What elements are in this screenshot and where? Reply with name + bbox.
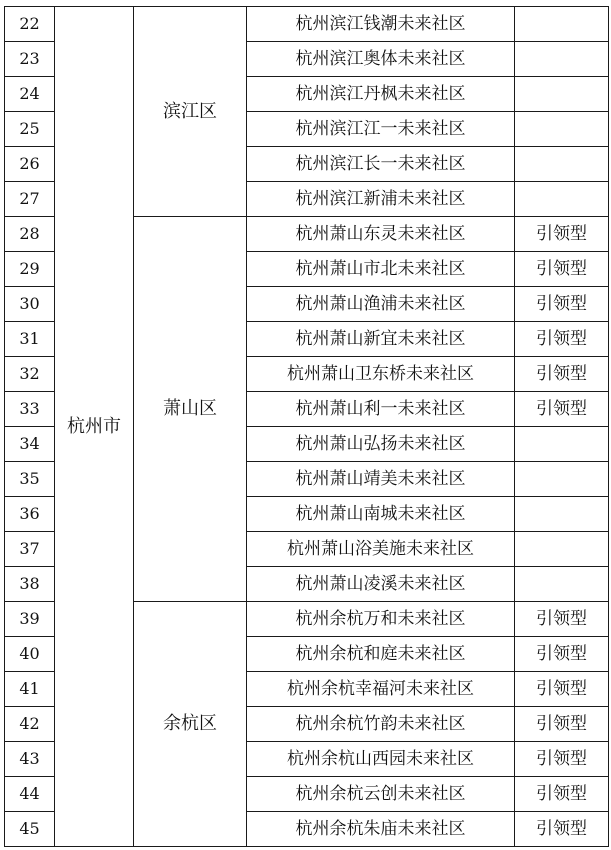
community-type: [515, 112, 609, 147]
row-number: 35: [5, 462, 55, 497]
community-type: 引领型: [515, 812, 609, 847]
row-number: 26: [5, 147, 55, 182]
community-table: [4, 6, 609, 847]
community-name: 杭州余杭幸福河未来社区: [247, 672, 515, 707]
community-name: 杭州余杭竹韵未来社区: [247, 707, 515, 742]
row-number: 43: [5, 742, 55, 777]
row-number: 41: [5, 672, 55, 707]
row-number: 38: [5, 567, 55, 602]
community-name: 杭州萧山渔浦未来社区: [247, 287, 515, 322]
row-number: 24: [5, 77, 55, 112]
community-name: 杭州萧山浴美施未来社区: [247, 532, 515, 567]
community-name: 杭州萧山南城未来社区: [247, 497, 515, 532]
row-number: 40: [5, 637, 55, 672]
district-cell: 余杭区: [134, 602, 247, 847]
community-name: 杭州萧山靖美未来社区: [247, 462, 515, 497]
community-name: 杭州滨江奥体未来社区: [247, 42, 515, 77]
community-table-body: [5, 7, 609, 847]
community-name: 杭州萧山市北未来社区: [247, 252, 515, 287]
table-row: [5, 7, 609, 42]
community-name: 杭州滨江新浦未来社区: [247, 182, 515, 217]
community-type: 引领型: [515, 357, 609, 392]
community-type: 引领型: [515, 217, 609, 252]
community-name: 杭州萧山凌溪未来社区: [247, 567, 515, 602]
row-number: 28: [5, 217, 55, 252]
community-type: 引领型: [515, 392, 609, 427]
community-name: 杭州滨江钱潮未来社区: [247, 7, 515, 42]
community-type: 引领型: [515, 602, 609, 637]
community-name: 杭州滨江江一未来社区: [247, 112, 515, 147]
row-number: 39: [5, 602, 55, 637]
community-name: 杭州余杭山西园未来社区: [247, 742, 515, 777]
row-number: 25: [5, 112, 55, 147]
community-type: 引领型: [515, 672, 609, 707]
row-number: 27: [5, 182, 55, 217]
community-type: 引领型: [515, 707, 609, 742]
community-name: 杭州萧山东灵未来社区: [247, 217, 515, 252]
community-type: [515, 7, 609, 42]
row-number: 29: [5, 252, 55, 287]
row-number: 32: [5, 357, 55, 392]
community-type: 引领型: [515, 287, 609, 322]
community-name: 杭州余杭朱庙未来社区: [247, 812, 515, 847]
community-name: 杭州余杭和庭未来社区: [247, 637, 515, 672]
row-number: 30: [5, 287, 55, 322]
district-cell: 滨江区: [134, 7, 247, 217]
district-cell: 萧山区: [134, 217, 247, 602]
community-type: [515, 532, 609, 567]
community-type: 引领型: [515, 742, 609, 777]
community-name: 杭州萧山新宜未来社区: [247, 322, 515, 357]
community-type: 引领型: [515, 637, 609, 672]
community-type: [515, 567, 609, 602]
community-type: [515, 497, 609, 532]
community-type: [515, 182, 609, 217]
row-number: 34: [5, 427, 55, 462]
community-type: [515, 462, 609, 497]
community-name: 杭州余杭万和未来社区: [247, 602, 515, 637]
community-type: [515, 427, 609, 462]
community-type: 引领型: [515, 252, 609, 287]
community-name: 杭州滨江长一未来社区: [247, 147, 515, 182]
row-number: 31: [5, 322, 55, 357]
row-number: 45: [5, 812, 55, 847]
community-type: [515, 147, 609, 182]
row-number: 22: [5, 7, 55, 42]
community-name: 杭州滨江丹枫未来社区: [247, 77, 515, 112]
community-type: 引领型: [515, 322, 609, 357]
community-name: 杭州余杭云创未来社区: [247, 777, 515, 812]
row-number: 23: [5, 42, 55, 77]
row-number: 37: [5, 532, 55, 567]
row-number: 36: [5, 497, 55, 532]
community-name: 杭州萧山利一未来社区: [247, 392, 515, 427]
community-type: [515, 77, 609, 112]
community-type: 引领型: [515, 777, 609, 812]
row-number: 42: [5, 707, 55, 742]
city-cell: 杭州市: [55, 7, 134, 847]
community-type: [515, 42, 609, 77]
community-name: 杭州萧山弘扬未来社区: [247, 427, 515, 462]
row-number: 33: [5, 392, 55, 427]
row-number: 44: [5, 777, 55, 812]
community-name: 杭州萧山卫东桥未来社区: [247, 357, 515, 392]
